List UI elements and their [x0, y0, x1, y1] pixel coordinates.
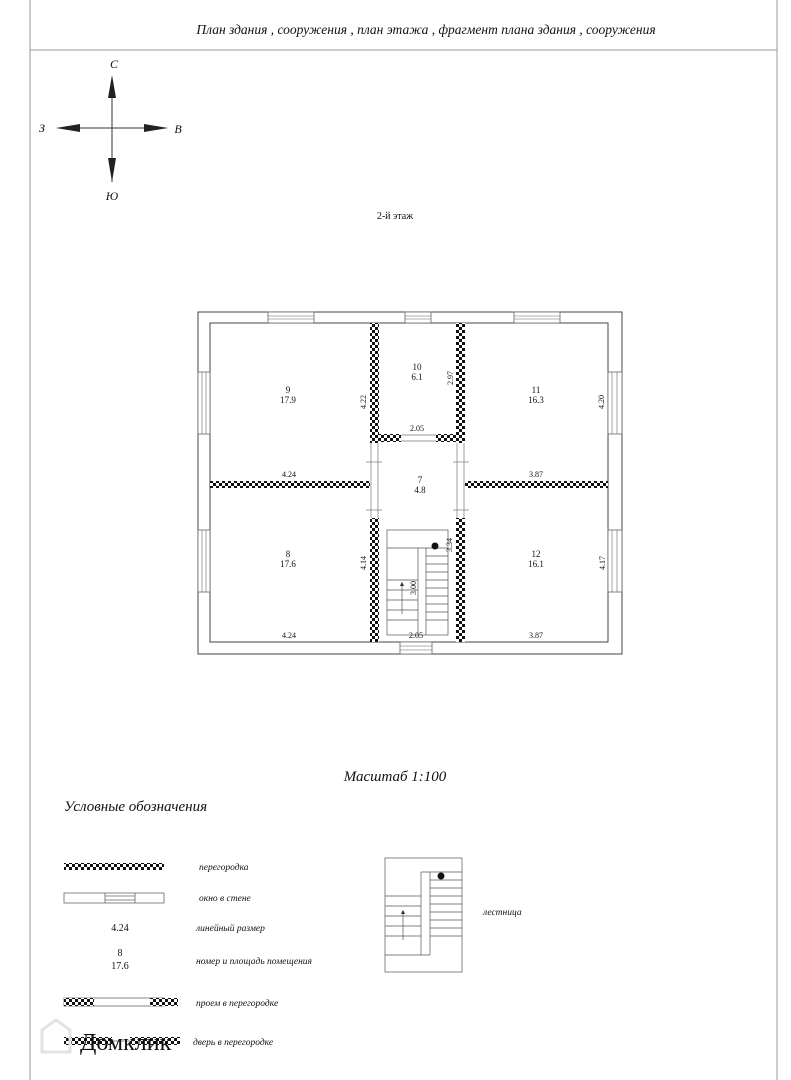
- legend-door-label: дверь в перегородке: [193, 1038, 274, 1048]
- window-left-lower: [198, 530, 210, 592]
- legend-partition-label: перегородка: [199, 863, 249, 873]
- compass-east-label: В: [174, 122, 182, 136]
- floor-plan: [198, 312, 622, 654]
- legend-title: Условные обозначения: [64, 799, 208, 815]
- watermark-text: Домклик: [80, 1030, 172, 1056]
- dim-room9-height: 4.22: [359, 395, 368, 409]
- floor-label: 2-й этаж: [376, 211, 414, 222]
- room-9-area: 17.9: [280, 395, 296, 405]
- legend-window-label: окно в стене: [199, 894, 251, 904]
- legend-window-sample: [64, 893, 164, 903]
- legend-linear-dim-label: линейный размер: [196, 924, 265, 934]
- window-bottom-mid: [400, 642, 432, 654]
- dim-room10-width: 2.05: [410, 424, 424, 433]
- window-top-right: [514, 312, 560, 323]
- window-top-mid: [405, 312, 431, 323]
- compass-north-arrow-icon: [108, 75, 116, 98]
- compass-west-label: З: [39, 121, 45, 135]
- room-10-number: 10: [412, 362, 422, 372]
- partition-left-vertical-upper: [370, 323, 379, 443]
- legend-stairs-sample: [385, 858, 462, 972]
- dim-room12-height: 4.17: [598, 556, 607, 570]
- legend-partition-sample: [64, 863, 164, 870]
- room-11-number: 11: [531, 385, 541, 395]
- window-top-left: [268, 312, 314, 323]
- compass-east-arrow-icon: [144, 124, 168, 132]
- partition-room10-bottom-right: [436, 434, 456, 442]
- partition-left-vertical-lower: [370, 518, 379, 642]
- watermark-logo-icon: [42, 1020, 70, 1052]
- dim-bottom-mid-width: 2.05: [409, 631, 423, 640]
- partition-horizontal-left: [210, 481, 370, 488]
- compass-south-arrow-icon: [108, 158, 116, 182]
- header-title: План здания , сооружения , план этажа , фрагмент плана здания , сооружения: [196, 22, 656, 37]
- legend-opening-sample: [64, 998, 178, 1006]
- dim-room8-height: 4.14: [359, 556, 368, 570]
- room-12-area: 16.1: [528, 559, 544, 569]
- window-left-upper: [198, 372, 210, 434]
- legend-stairs-start-dot: [438, 873, 445, 880]
- room-8-number: 8: [285, 549, 291, 559]
- compass-south-label: Ю: [105, 189, 119, 203]
- window-right-lower: [608, 530, 622, 592]
- legend-room-number-label: номер и площадь помещения: [196, 957, 312, 967]
- room-8-area: 17.6: [280, 559, 296, 569]
- compass-north-label: С: [109, 57, 119, 71]
- legend-linear-dim-sample: 4.24: [111, 923, 129, 934]
- dim-stair-width: 3.00: [409, 581, 418, 595]
- room-7-area: 4.8: [414, 485, 426, 495]
- partition-room10-bottom-left: [379, 434, 401, 442]
- room-7-number: 7: [417, 475, 423, 485]
- window-right-upper: [608, 372, 622, 434]
- room-11-area: 16.3: [528, 395, 544, 405]
- partition-horizontal-right: [465, 481, 608, 488]
- room-10-area: 6.1: [411, 372, 423, 382]
- compass: [39, 57, 182, 203]
- staircase-start-dot: [432, 543, 439, 550]
- legend-stairs-label: лестница: [483, 908, 522, 918]
- dim-stair-height: 3.34: [445, 538, 454, 552]
- dim-room9-width: 4.24: [282, 470, 296, 479]
- compass-west-arrow-icon: [56, 124, 80, 132]
- legend-opening-label: проем в перегородке: [196, 999, 279, 1009]
- room-9-number: 9: [285, 385, 291, 395]
- dim-room11-height: 4.20: [597, 395, 606, 409]
- watermark: [42, 1020, 172, 1056]
- legend-room-area-sample: 17.6: [111, 961, 129, 972]
- legend-room-number-sample: 8: [117, 948, 123, 959]
- dim-room12-width: 3.87: [529, 631, 543, 640]
- dim-room11-width: 3.87: [529, 470, 543, 479]
- dim-room10-height: 2.97: [446, 371, 455, 385]
- scale-label: Масштаб 1:100: [343, 769, 447, 785]
- partition-right-vertical-upper: [456, 323, 465, 443]
- partition-right-vertical-lower: [456, 518, 465, 642]
- dim-room8-width: 4.24: [282, 631, 296, 640]
- room-12-number: 12: [531, 549, 541, 559]
